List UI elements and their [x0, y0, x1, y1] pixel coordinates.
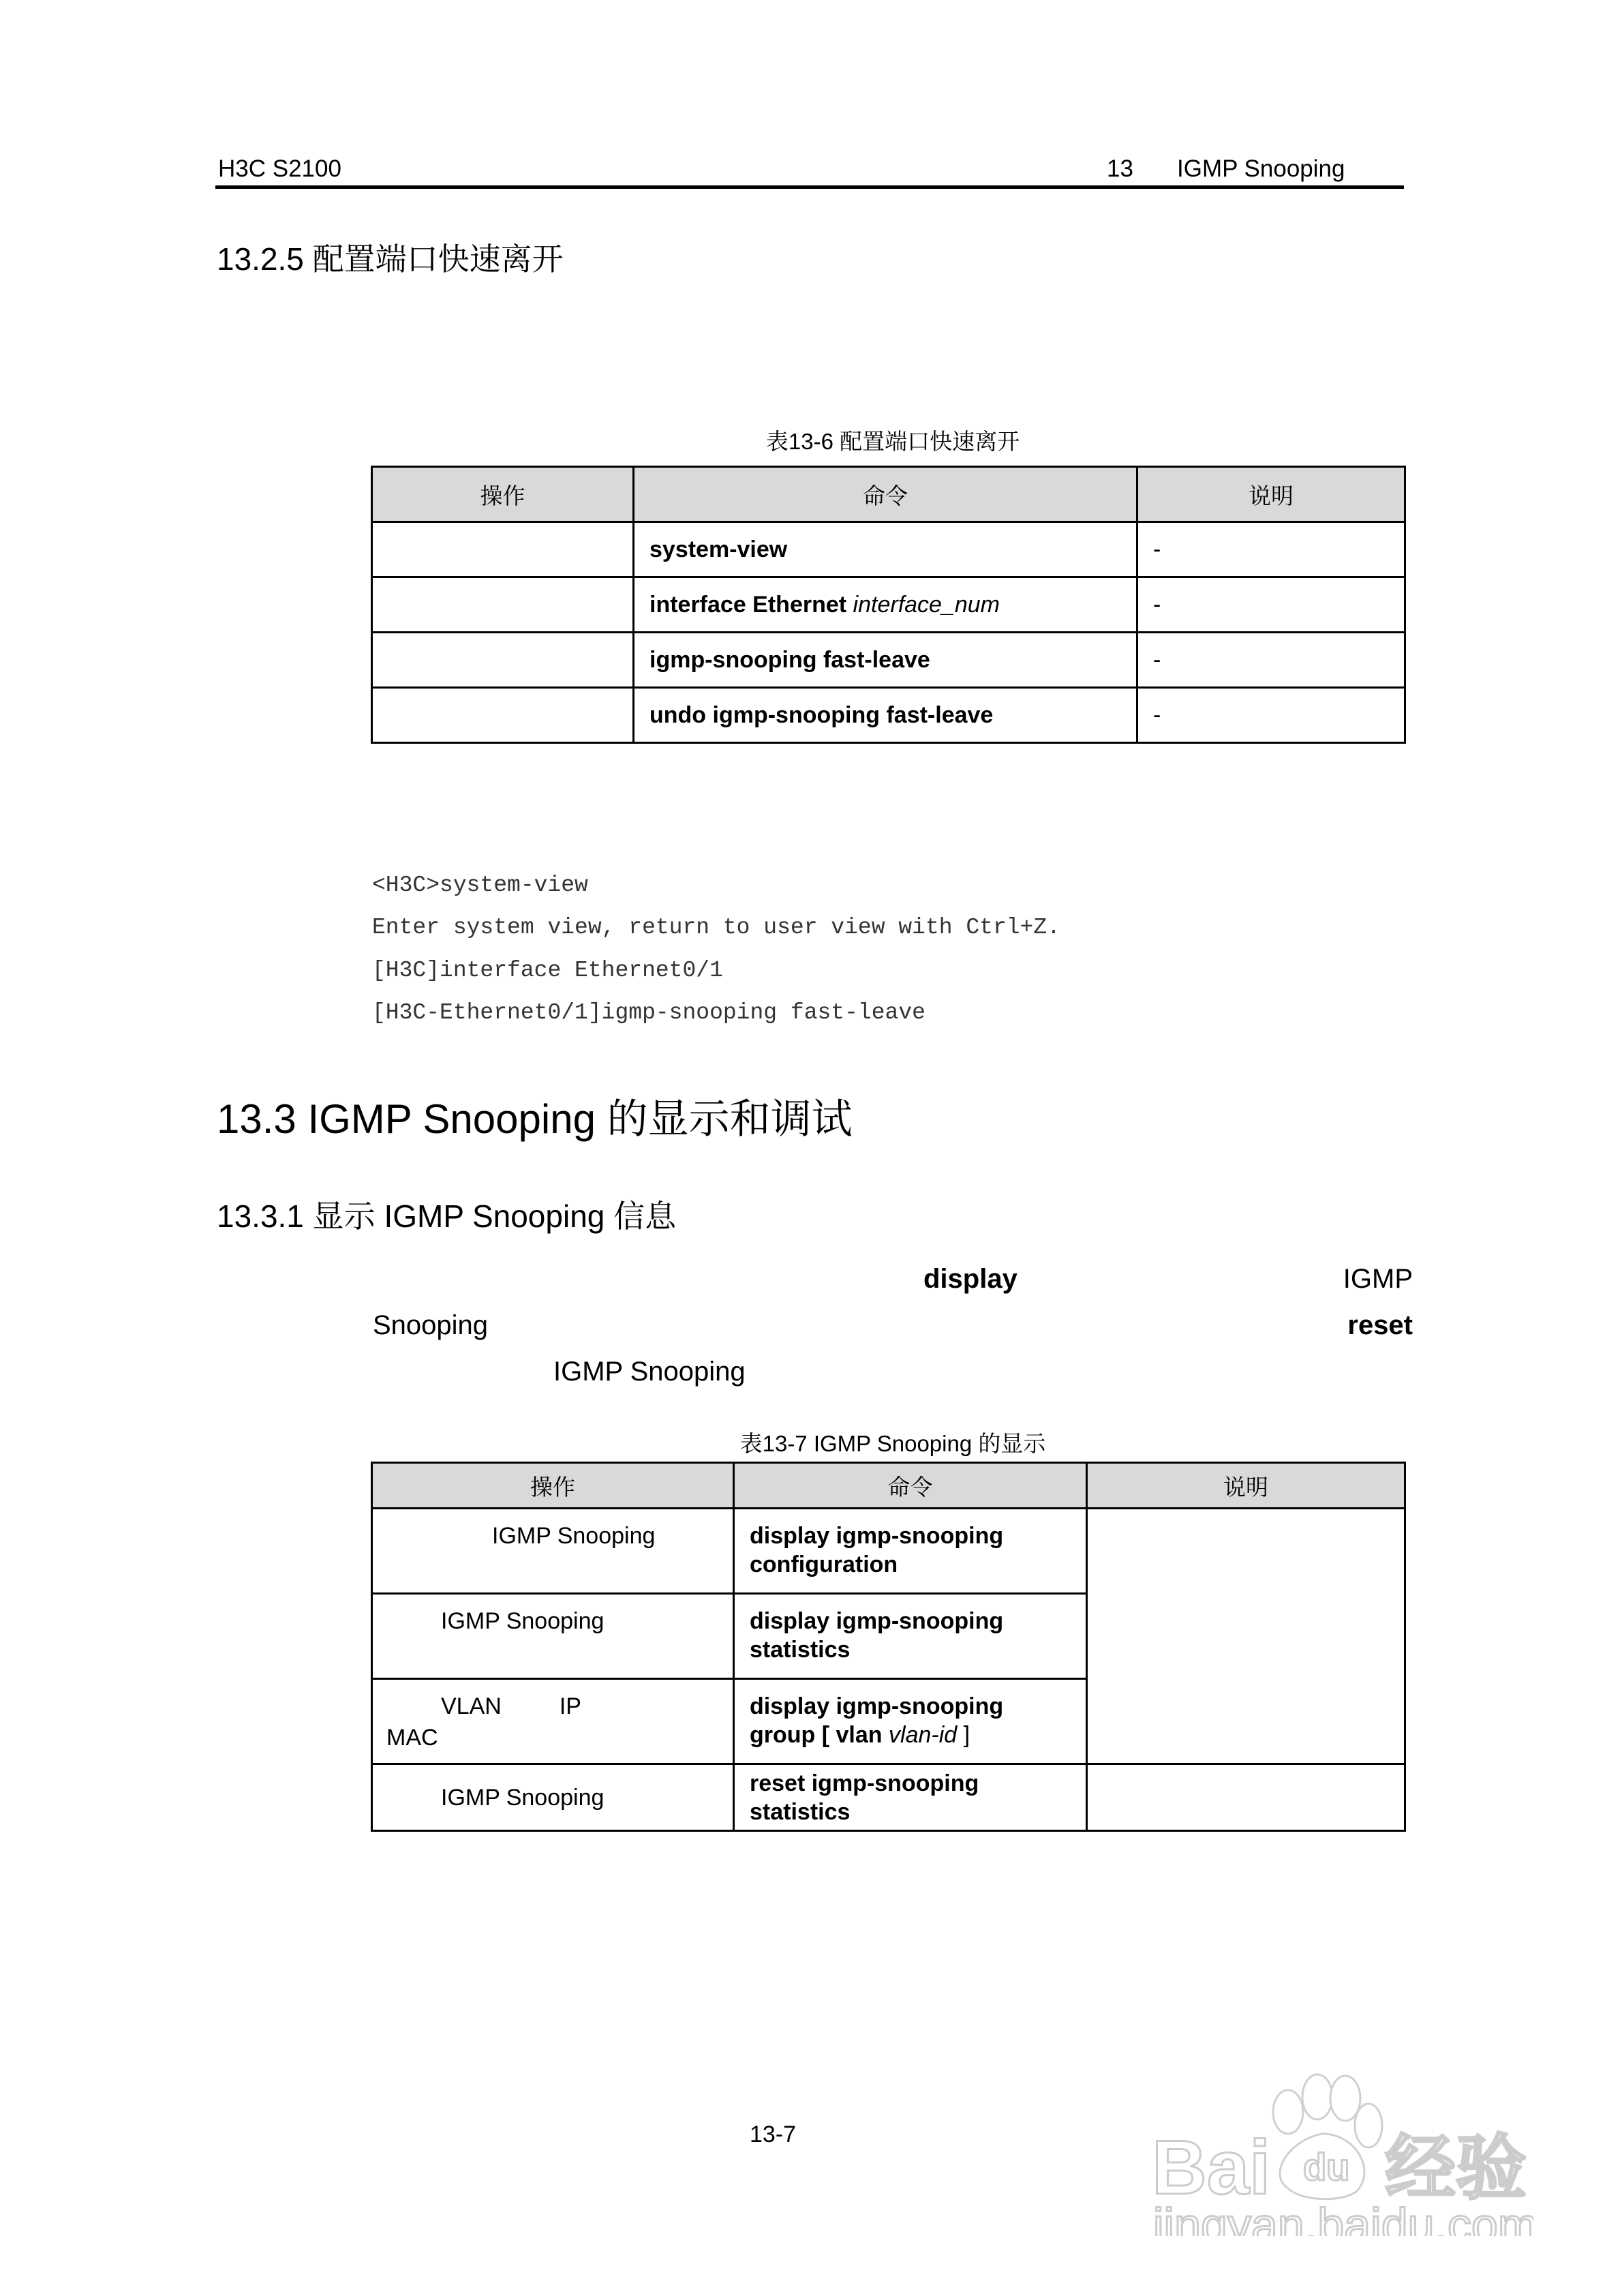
table-row	[372, 633, 1405, 688]
code-line: Enter system view, return to user view with Ctrl+Z.	[372, 915, 1060, 940]
description-cell: -	[1137, 688, 1405, 743]
section-heading-13-2-5: 13.2.5 配置端口快速离开	[217, 241, 564, 277]
column-header-command: 命令	[734, 1463, 1087, 1509]
table-header-row	[372, 1463, 1405, 1509]
operation-text: IGMP Snooping	[441, 1784, 605, 1811]
description-cell: -	[1137, 577, 1405, 633]
table-row	[372, 522, 1405, 577]
svg-text:du: du	[1303, 2145, 1350, 2188]
page-number: 13-7	[750, 2121, 797, 2147]
column-header-description: 说明	[1087, 1463, 1405, 1509]
paragraph-keyword-reset: reset	[1347, 1310, 1413, 1340]
operation-cell	[372, 633, 634, 688]
description-cell	[1087, 1509, 1405, 1764]
command-text: undo igmp-snooping fast-leave	[649, 701, 994, 728]
header-chapter-number: 13	[1107, 155, 1133, 182]
table-caption-13-6: 表13-6 配置端口快速离开	[765, 429, 1020, 454]
operation-cell	[372, 1509, 734, 1594]
paragraph-text: IGMP Snooping	[553, 1357, 746, 1387]
command-text: system-view	[649, 536, 788, 562]
operation-cell	[372, 577, 634, 633]
column-header-operation: 操作	[372, 467, 634, 522]
command-cell	[634, 577, 1137, 633]
code-line: <H3C>system-view	[372, 873, 588, 898]
code-line: [H3C-Ethernet0/1]igmp-snooping fast-leave	[372, 1000, 925, 1025]
operation-text: IGMP Snooping	[492, 1523, 656, 1549]
operation-cell	[372, 522, 634, 577]
operation-text: VLAN IP	[441, 1693, 581, 1719]
section-heading-13-3: 13.3 IGMP Snooping 的显示和调试	[217, 1096, 853, 1142]
header-chapter-title: IGMP Snooping	[1177, 155, 1345, 182]
header-product: H3C S2100	[218, 155, 341, 182]
command-cell	[634, 522, 1137, 577]
baidu-paw-logo-icon	[1152, 2059, 1533, 2236]
watermark-jingyan: 经验	[1385, 2129, 1527, 2208]
command-cell	[634, 688, 1137, 743]
paragraph-keyword-display: display	[923, 1264, 1017, 1294]
command-cell: display igmp-snooping statistics	[734, 1594, 1087, 1679]
baidu-watermark	[1152, 2059, 1533, 2236]
section-heading-13-3-1: 13.3.1 显示 IGMP Snooping 信息	[217, 1198, 677, 1234]
operation-cell	[372, 1594, 734, 1679]
operation-cell	[372, 1764, 734, 1831]
command-cell: display igmp-snooping configuration	[734, 1509, 1087, 1594]
table-header-row	[372, 467, 1405, 522]
command-parameter: vlan-id	[889, 1722, 958, 1748]
paragraph-text: Snooping	[373, 1310, 489, 1340]
watermark-bai: Bai	[1152, 2125, 1271, 2210]
operation-cell	[372, 688, 634, 743]
command-text: igmp-snooping fast-leave	[649, 646, 930, 673]
table-row	[372, 577, 1405, 633]
table-13-7	[371, 1462, 1406, 1832]
table-caption-13-7: 表13-7 IGMP Snooping 的显示	[739, 1431, 1046, 1456]
command-text: interface Ethernet	[649, 591, 847, 618]
operation-cell	[372, 1679, 734, 1764]
column-header-description: 说明	[1137, 467, 1405, 522]
operation-text: IGMP Snooping	[441, 1608, 605, 1634]
table-row	[372, 1764, 1405, 1831]
table-13-6	[371, 466, 1406, 744]
description-cell: -	[1137, 522, 1405, 577]
table-row	[372, 1509, 1405, 1594]
command-cell	[634, 633, 1137, 688]
command-cell: reset igmp-snooping statistics	[734, 1764, 1087, 1831]
description-cell	[1087, 1764, 1405, 1831]
column-header-command: 命令	[634, 467, 1137, 522]
command-cell: display igmp-snooping group [ vlan vlan-id ]	[734, 1679, 1087, 1764]
code-line: [H3C]interface Ethernet0/1	[372, 958, 723, 983]
paragraph-text: IGMP	[1343, 1264, 1413, 1294]
header-rule	[215, 185, 1404, 189]
svg-text:jingyan.baidu.com: jingyan.baidu.com	[1153, 2199, 1533, 2236]
operation-text: MAC	[386, 1725, 438, 1751]
column-header-operation: 操作	[372, 1463, 734, 1509]
command-parameter: interface_num	[853, 591, 1000, 618]
description-cell: -	[1137, 633, 1405, 688]
table-row	[372, 688, 1405, 743]
